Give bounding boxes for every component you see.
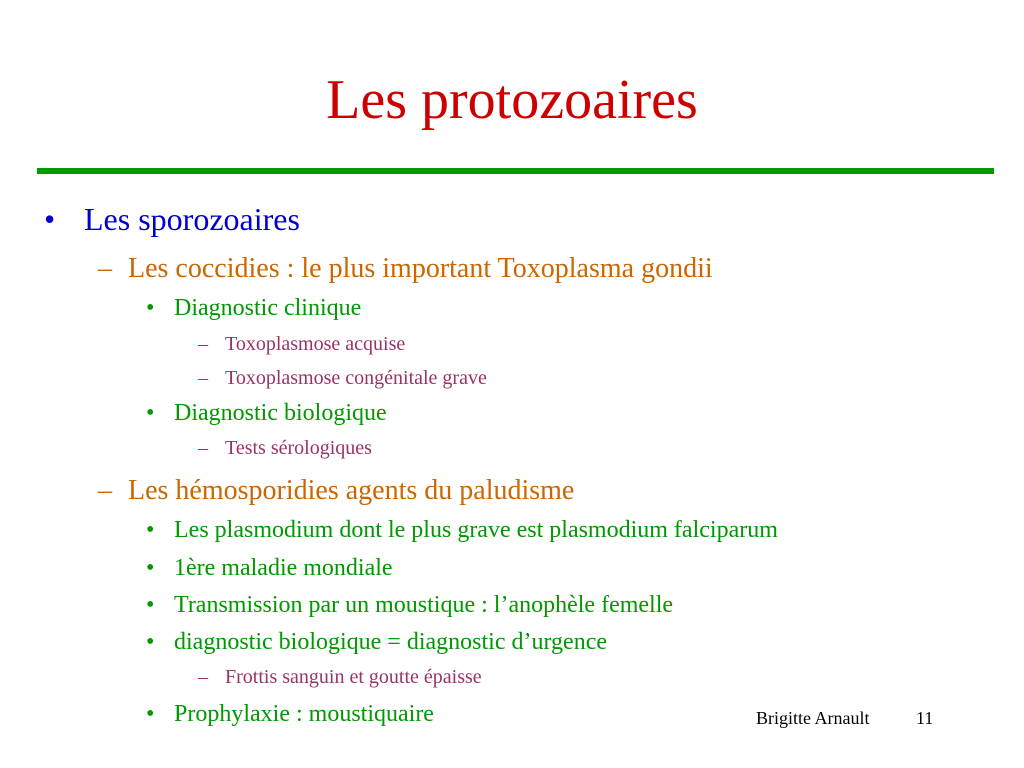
bullet-icon: • <box>146 629 155 655</box>
dash-icon: – <box>98 475 112 506</box>
outline-item-level3: Transmission par un moustique : l’anophèle femelle <box>174 592 674 618</box>
outline-item-level3: Les plasmodium dont le plus grave est plasmodium falciparum <box>174 517 778 543</box>
outline-item-level3: 1ère maladie mondiale <box>174 555 393 581</box>
dash-icon: – <box>98 253 112 284</box>
dash-icon: – <box>198 437 208 459</box>
outline-item-level2: Les coccidies : le plus important Toxoplasma gondii <box>128 253 713 284</box>
bullet-icon: • <box>146 555 155 581</box>
bullet-icon: • <box>146 592 155 618</box>
outline-item-level4: Frottis sanguin et goutte épaisse <box>225 666 482 688</box>
bullet-icon: • <box>146 400 155 426</box>
outline-item-level3: Diagnostic biologique <box>174 400 387 426</box>
outline-item-level4: Tests sérologiques <box>225 437 372 459</box>
bullet-icon: • <box>146 701 155 727</box>
title-divider <box>37 168 994 174</box>
outline-item-level3: Prophylaxie : moustiquaire <box>174 701 434 727</box>
footer-author: Brigitte Arnault <box>756 708 870 728</box>
outline-item-level4: Toxoplasmose acquise <box>225 333 406 355</box>
slide-title: Les protozoaires <box>326 69 698 131</box>
outline-item-level4: Toxoplasmose congénitale grave <box>225 367 487 389</box>
outline-item-level3: diagnostic biologique = diagnostic d’urgence <box>174 629 607 655</box>
bullet-icon: • <box>146 295 155 321</box>
bullet-icon: • <box>44 201 56 237</box>
outline-item-level1: Les sporozoaires <box>84 201 300 237</box>
outline-item-level2: Les hémosporidies agents du paludisme <box>128 475 575 506</box>
bullet-icon: • <box>146 517 155 543</box>
outline-item-level3: Diagnostic clinique <box>174 295 362 321</box>
dash-icon: – <box>198 333 208 355</box>
dash-icon: – <box>198 666 208 688</box>
footer-page-number: 11 <box>916 708 934 728</box>
dash-icon: – <box>198 367 208 389</box>
